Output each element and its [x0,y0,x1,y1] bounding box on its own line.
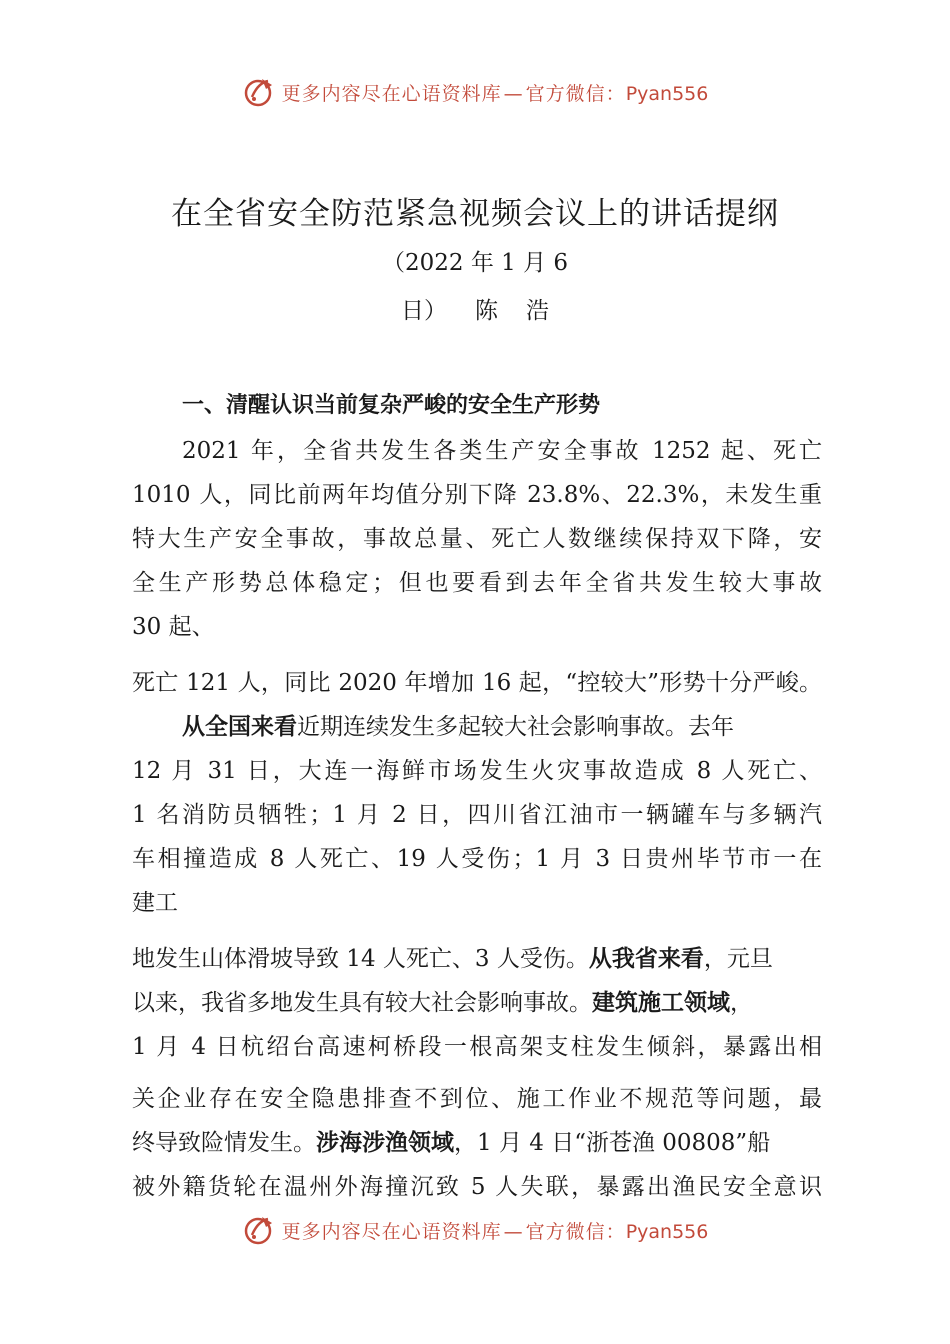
watermark-footer [0,1210,950,1250]
body-line: 特大生产安全事故，事故总量、死亡人数继续保持双下降，安 [132,526,822,552]
bold-phrase: 建筑施工领域 [592,990,730,1016]
body-line: 2021 年，全省共发生各类生产安全事故 1252 起、死亡 [182,438,822,464]
date-line-2: 日） 陈 浩 [401,298,549,324]
body-line: 建工 [132,890,178,916]
section-heading: 一、清醒认识当前复杂严峻的安全生产形势 [182,393,601,418]
bold-phrase: 从我省来看 [588,946,704,972]
body-line: 1010 人，同比前两年均值分别下降 23.8%、22.3%，未发生重 [132,482,822,508]
body-line: 1 名消防员牺牲；1 月 2 日，四川省江油市一辆罐车与多辆汽 [132,802,822,828]
body-line: 终导致险情发生。涉海涉渔领域，1 月 4 日“浙苍渔 00808”船 [132,1130,771,1156]
watermark-text: 更多内容尽在心语资料库 — 官方微信：Pyan556 [281,82,709,105]
bold-phrase: 涉海涉渔领域 [316,1130,454,1156]
body-line: 被外籍货轮在温州外海撞沉致 5 人失联，暴露出渔民安全意识 [132,1174,822,1200]
body-line: 从全国来看近期连续发生多起较大社会影响事故。去年 [182,714,734,740]
brand-logo-icon [242,1213,276,1247]
body-line: 以来，我省多地发生具有较大社会影响事故。建筑施工领域， [132,990,753,1016]
body-line: 死亡 121 人，同比 2020 年增加 16 起，“控较大”形势十分严峻。 [132,670,822,696]
body-line: 30 起、 [132,614,215,640]
body-line: 车相撞造成 8 人死亡、19 人受伤；1 月 3 日贵州毕节市一在 [132,846,822,872]
bold-phrase: 从全国来看 [182,714,297,740]
body-line: 地发生山体滑坡导致 14 人死亡、3 人受伤。从我省来看，元旦 [132,946,773,972]
brand-logo-icon [242,75,276,109]
document-title: 在全省安全防范紧急视频会议上的讲话提纲 [171,196,779,232]
body-line: 全生产形势总体稳定；但也要看到去年全省共发生较大事故 [132,570,822,596]
body-line: 1 月 4 日杭绍台高速柯桥段一根高架支柱发生倾斜，暴露出相 [132,1034,822,1060]
body-line: 关企业存在安全隐患排查不到位、施工作业不规范等问题，最 [132,1086,822,1112]
watermark-header [0,72,950,112]
date-line-1: （2022 年 1 月 6 [381,250,569,276]
body-line: 12 月 31 日，大连一海鲜市场发生火灾事故造成 8 人死亡、 [132,758,822,784]
watermark-text: 更多内容尽在心语资料库 — 官方微信：Pyan556 [281,1220,709,1243]
